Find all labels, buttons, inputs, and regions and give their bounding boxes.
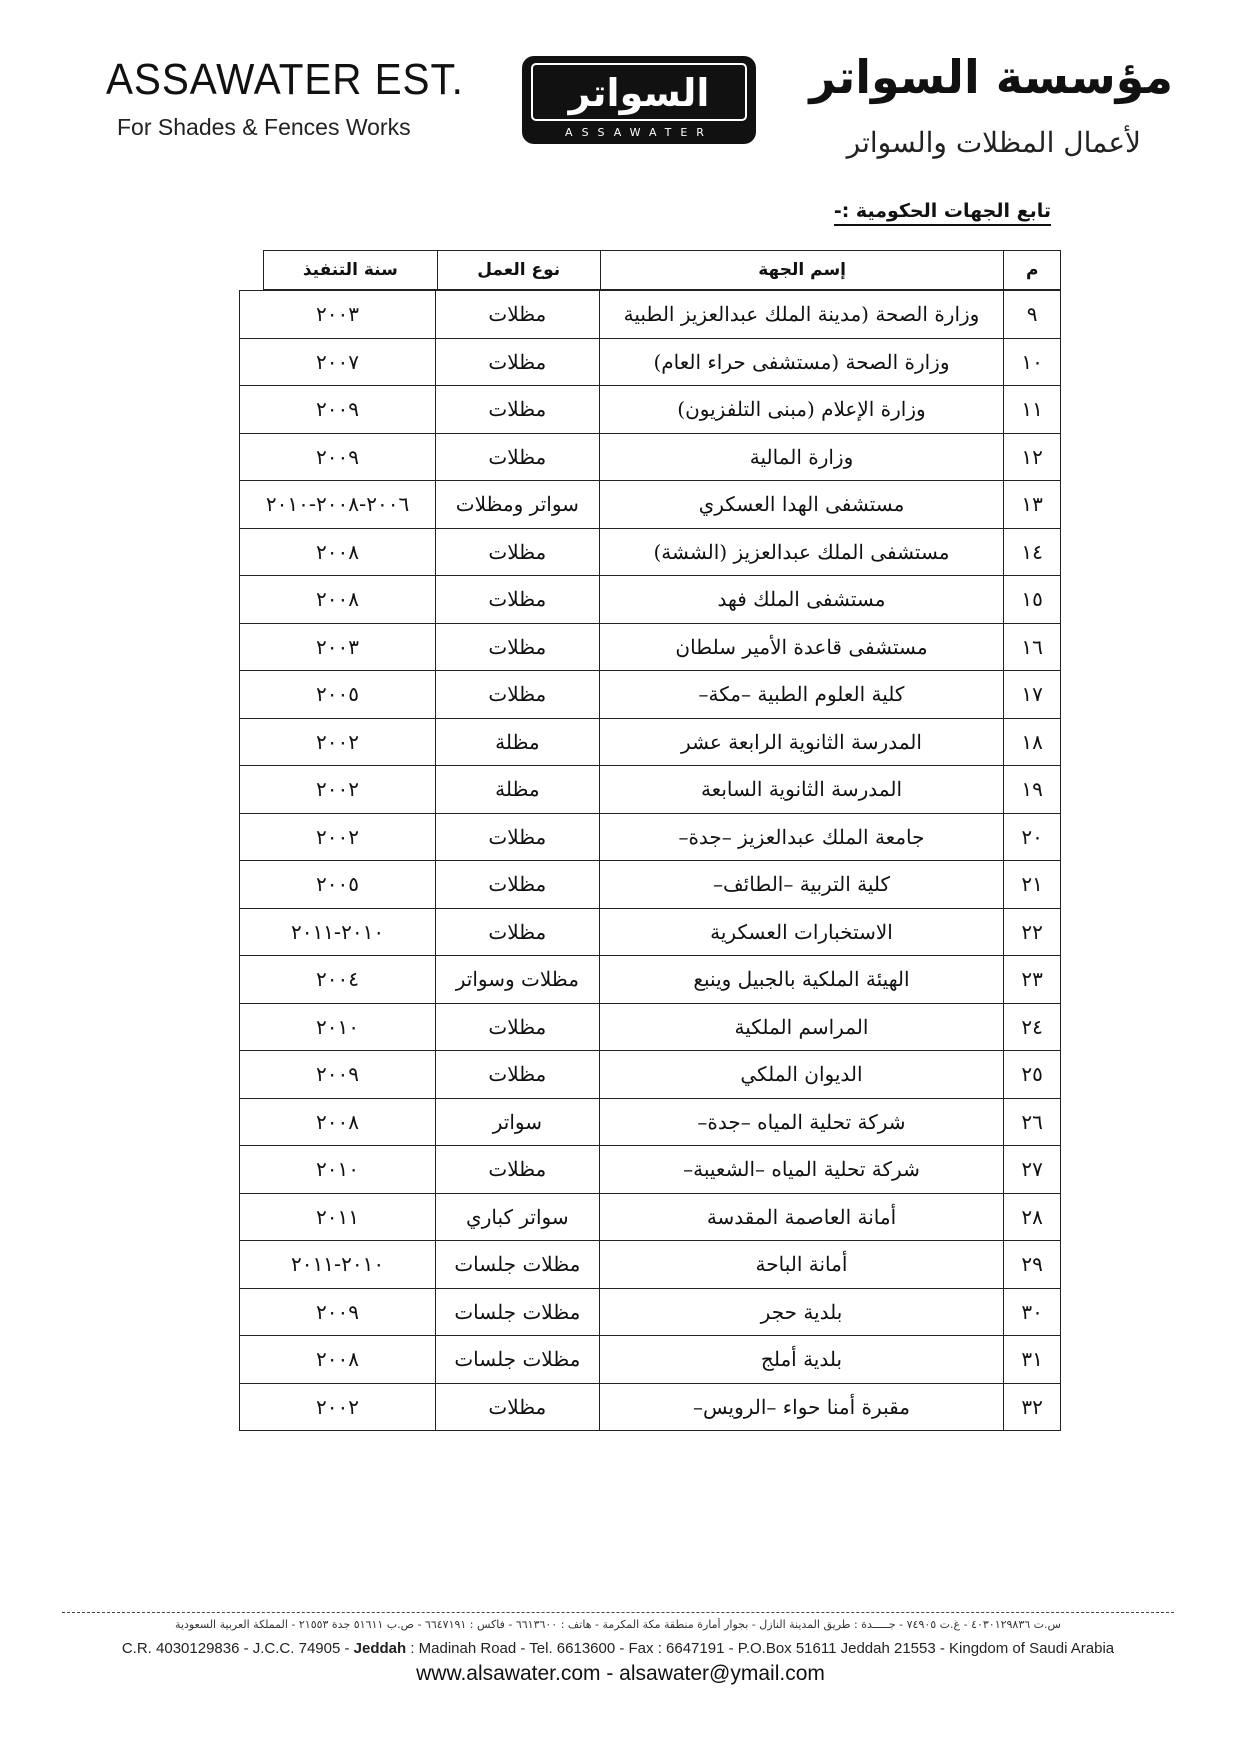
cell-year: ٢٠٠٩ bbox=[240, 1288, 436, 1336]
company-logo bbox=[518, 52, 760, 148]
cell-num: ١٧ bbox=[1004, 671, 1061, 719]
cell-num: ٢١ bbox=[1004, 861, 1061, 909]
cell-type: مظلات bbox=[436, 528, 600, 576]
section-title: تابع الجهات الحكومية :- bbox=[834, 200, 1051, 226]
cell-year: ٢٠١١ bbox=[240, 1193, 436, 1241]
cell-num: ٩ bbox=[1004, 291, 1061, 339]
footer-en-prefix: C.R. 4030129836 - J.C.C. 74905 - bbox=[121, 1640, 354, 1657]
cell-entity: الهيئة الملكية بالجبيل وينبع bbox=[599, 956, 1004, 1004]
table-row bbox=[240, 576, 1061, 624]
cell-year: ٢٠٠٣ bbox=[240, 291, 436, 339]
cell-year: ٢٠٠٨ bbox=[240, 576, 436, 624]
cell-type: مظلات bbox=[436, 813, 600, 861]
table-row bbox=[240, 1241, 1061, 1289]
cell-year: ٢٠١٠-٢٠١١ bbox=[240, 1241, 436, 1289]
header-type: نوع العمل bbox=[437, 251, 600, 290]
cell-entity: المدرسة الثانوية الرابعة عشر bbox=[599, 718, 1004, 766]
cell-type: مظلات bbox=[436, 576, 600, 624]
cell-year: ٢٠٠٩ bbox=[240, 1051, 436, 1099]
entities-table bbox=[239, 290, 1061, 1431]
footer-en-city: Jeddah bbox=[353, 1640, 407, 1657]
cell-num: ١٥ bbox=[1004, 576, 1061, 624]
cell-year: ٢٠١٠-٢٠١١ bbox=[240, 908, 436, 956]
cell-entity: جامعة الملك عبدالعزيز –جدة– bbox=[599, 813, 1004, 861]
cell-type: مظلات bbox=[436, 1146, 600, 1194]
cell-type: مظلات bbox=[436, 338, 600, 386]
table-row bbox=[240, 386, 1061, 434]
cell-entity: المدرسة الثانوية السابعة bbox=[599, 766, 1004, 814]
cell-num: ١١ bbox=[1004, 386, 1061, 434]
footer-en-rest: : Madinah Road - Tel. 6613600 - Fax : 6647191 - P.O.Box 51611 Jeddah 21553 - Kingdom of Saudi Arabia bbox=[406, 1640, 1115, 1657]
footer-address-ar: س.ت ٤٠٣٠١٢٩٨٣٦ - غ.ت ٧٤٩٠٥ - جـــــدة : طريق المدينة النازل - بجوار أمارة منطقة مكة المكرمة - هاتف : ٦٦١٣٦٠٠ - فاكس : ٦٦٤٧١٩١ - ص.ب ٥١٦١١ جدة ٢١٥٥٣ - المملكة العربية السعودية bbox=[175, 1618, 1061, 1631]
cell-type: سواتر bbox=[436, 1098, 600, 1146]
cell-entity: أمانة الباحة bbox=[599, 1241, 1004, 1289]
table-row bbox=[240, 1146, 1061, 1194]
table-row bbox=[240, 623, 1061, 671]
cell-num: ١٤ bbox=[1004, 528, 1061, 576]
table-row bbox=[240, 291, 1061, 339]
cell-year: ٢٠١٠ bbox=[240, 1146, 436, 1194]
table-row bbox=[240, 766, 1061, 814]
cell-type: سواتر ومظلات bbox=[436, 481, 600, 529]
cell-num: ٢٠ bbox=[1004, 813, 1061, 861]
cell-type: مظلات bbox=[436, 671, 600, 719]
cell-year: ٢٠٠٢ bbox=[240, 813, 436, 861]
cell-num: ٢٥ bbox=[1004, 1051, 1061, 1099]
cell-year: ٢٠٠٥ bbox=[240, 671, 436, 719]
footer-address-en bbox=[62, 1640, 1174, 1657]
cell-num: ٢٩ bbox=[1004, 1241, 1061, 1289]
cell-type: مظلات bbox=[436, 908, 600, 956]
cell-entity: وزارة المالية bbox=[599, 433, 1004, 481]
cell-type: مظلة bbox=[436, 766, 600, 814]
cell-entity: شركة تحلية المياه –جدة– bbox=[599, 1098, 1004, 1146]
table-row bbox=[240, 1051, 1061, 1099]
cell-num: ١٩ bbox=[1004, 766, 1061, 814]
footer-web-email: www.alsawater.com - alsawater@ymail.com bbox=[416, 1662, 825, 1685]
cell-type: مظلات جلسات bbox=[436, 1241, 600, 1289]
header-entity: إسم الجهة bbox=[600, 251, 1004, 290]
cell-year: ٢٠٠٩ bbox=[240, 433, 436, 481]
cell-num: ٢٢ bbox=[1004, 908, 1061, 956]
cell-year: ٢٠٠٨ bbox=[240, 1336, 436, 1384]
table-row bbox=[240, 813, 1061, 861]
cell-entity: كلية التربية –الطائف– bbox=[599, 861, 1004, 909]
cell-num: ١٦ bbox=[1004, 623, 1061, 671]
cell-type: مظلات bbox=[436, 861, 600, 909]
cell-num: ١٠ bbox=[1004, 338, 1061, 386]
cell-num: ٢٣ bbox=[1004, 956, 1061, 1004]
cell-year: ٢٠٠٢ bbox=[240, 766, 436, 814]
table-row bbox=[240, 671, 1061, 719]
cell-type: مظلات bbox=[436, 1051, 600, 1099]
cell-year: ٢٠١٠ bbox=[240, 1003, 436, 1051]
table-row bbox=[240, 1098, 1061, 1146]
table-row bbox=[240, 1193, 1061, 1241]
cell-year: ٢٠٠٩ bbox=[240, 386, 436, 434]
company-name-en: ASSAWATER EST. bbox=[106, 55, 464, 104]
table-row bbox=[240, 718, 1061, 766]
company-name-ar: مؤسسة السواتر bbox=[809, 50, 1173, 104]
table-header bbox=[263, 250, 1061, 290]
cell-num: ٢٨ bbox=[1004, 1193, 1061, 1241]
table-row bbox=[240, 1336, 1061, 1384]
cell-year: ٢٠٠٧ bbox=[240, 338, 436, 386]
cell-num: ١٨ bbox=[1004, 718, 1061, 766]
cell-year: ٢٠٠٢ bbox=[240, 1383, 436, 1431]
cell-type: سواتر كباري bbox=[436, 1193, 600, 1241]
cell-entity: كلية العلوم الطبية –مكة– bbox=[599, 671, 1004, 719]
cell-num: ٢٧ bbox=[1004, 1146, 1061, 1194]
company-subtitle-ar: لأعمال المظلات والسواتر bbox=[846, 126, 1141, 159]
cell-type: مظلات bbox=[436, 623, 600, 671]
cell-entity: الاستخبارات العسكرية bbox=[599, 908, 1004, 956]
cell-entity: وزارة الصحة (مدينة الملك عبدالعزيز الطبية bbox=[599, 291, 1004, 339]
cell-type: مظلات bbox=[436, 433, 600, 481]
logo-text-en: ASSAWATER bbox=[565, 126, 713, 139]
cell-year: ٢٠٠٥ bbox=[240, 861, 436, 909]
cell-year: ٢٠٠٢ bbox=[240, 718, 436, 766]
cell-year: ٢٠٠٣ bbox=[240, 623, 436, 671]
table-row bbox=[240, 908, 1061, 956]
cell-type: مظلات bbox=[436, 1383, 600, 1431]
cell-entity: الديوان الملكي bbox=[599, 1051, 1004, 1099]
cell-type: مظلات bbox=[436, 1003, 600, 1051]
cell-entity: مستشفى الملك فهد bbox=[599, 576, 1004, 624]
cell-entity: بلدية أملج bbox=[599, 1336, 1004, 1384]
table-row bbox=[240, 1288, 1061, 1336]
table-row bbox=[240, 481, 1061, 529]
cell-entity: وزارة الإعلام (مبنى التلفزيون) bbox=[599, 386, 1004, 434]
table-row bbox=[240, 1003, 1061, 1051]
cell-type: مظلات bbox=[436, 291, 600, 339]
cell-entity: أمانة العاصمة المقدسة bbox=[599, 1193, 1004, 1241]
table-row bbox=[240, 433, 1061, 481]
cell-entity: بلدية حجر bbox=[599, 1288, 1004, 1336]
table-row bbox=[240, 861, 1061, 909]
cell-entity: مستشفى الهدا العسكري bbox=[599, 481, 1004, 529]
header-num: م bbox=[1004, 251, 1061, 290]
cell-num: ١٣ bbox=[1004, 481, 1061, 529]
cell-type: مظلات جلسات bbox=[436, 1288, 600, 1336]
cell-type: مظلة bbox=[436, 718, 600, 766]
cell-num: ٢٤ bbox=[1004, 1003, 1061, 1051]
cell-num: ٣١ bbox=[1004, 1336, 1061, 1384]
cell-num: ٣٢ bbox=[1004, 1383, 1061, 1431]
table-row bbox=[240, 1383, 1061, 1431]
table-row bbox=[240, 528, 1061, 576]
cell-year: ٢٠٠٨ bbox=[240, 528, 436, 576]
cell-type: مظلات bbox=[436, 386, 600, 434]
header-year: سنة التنفيذ bbox=[264, 251, 438, 290]
cell-num: ٢٦ bbox=[1004, 1098, 1061, 1146]
cell-entity: شركة تحلية المياه –الشعيبة– bbox=[599, 1146, 1004, 1194]
table-row bbox=[240, 956, 1061, 1004]
cell-entity: مستشفى قاعدة الأمير سلطان bbox=[599, 623, 1004, 671]
cell-entity: وزارة الصحة (مستشفى حراء العام) bbox=[599, 338, 1004, 386]
company-subtitle-en: For Shades & Fences Works bbox=[117, 114, 411, 140]
cell-num: ٣٠ bbox=[1004, 1288, 1061, 1336]
cell-year: ٢٠٠٤ bbox=[240, 956, 436, 1004]
cell-year: ٢٠٠٨ bbox=[240, 1098, 436, 1146]
cell-year: ٢٠٠٦-٢٠٠٨-٢٠١٠ bbox=[240, 481, 436, 529]
cell-num: ١٢ bbox=[1004, 433, 1061, 481]
cell-entity: مقبرة أمنا حواء –الرويس– bbox=[599, 1383, 1004, 1431]
cell-entity: مستشفى الملك عبدالعزيز (الششة) bbox=[599, 528, 1004, 576]
logo-text-ar: السواتر bbox=[568, 71, 710, 115]
cell-type: مظلات وسواتر bbox=[436, 956, 600, 1004]
cell-type: مظلات جلسات bbox=[436, 1336, 600, 1384]
table-row bbox=[240, 338, 1061, 386]
cell-entity: المراسم الملكية bbox=[599, 1003, 1004, 1051]
footer-divider bbox=[62, 1612, 1174, 1613]
